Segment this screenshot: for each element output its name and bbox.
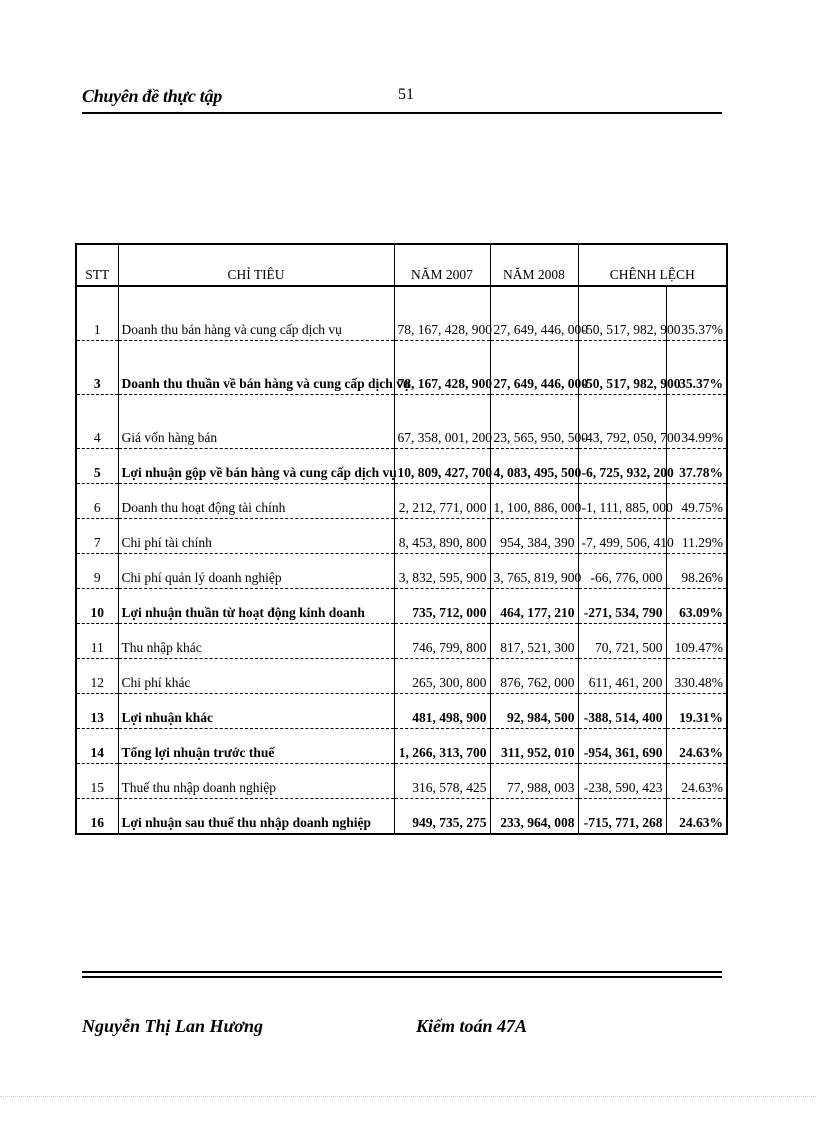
row-nam-2007: 67, 358, 001, 200	[394, 395, 490, 449]
row-chenh-lech-percent: 24.63%	[666, 764, 727, 799]
row-chenh-lech-percent: 11.29%	[666, 519, 727, 554]
row-stt: 1	[76, 286, 118, 341]
row-chi-tieu: Chi phí khác	[118, 659, 394, 694]
row-stt: 10	[76, 589, 118, 624]
row-chi-tieu: Tổng lợi nhuận trước thuế	[118, 729, 394, 764]
row-chenh-lech-percent: 98.26%	[666, 554, 727, 589]
row-chenh-lech-value: -43, 792, 050, 700	[578, 395, 666, 449]
row-chi-tieu: Lợi nhuận gộp về bán hàng và cung cấp dịch vụ	[118, 449, 394, 484]
row-chi-tieu: Giá vốn hàng bán	[118, 395, 394, 449]
row-nam-2008: 876, 762, 000	[490, 659, 578, 694]
row-stt: 4	[76, 395, 118, 449]
row-chenh-lech-percent: 24.63%	[666, 799, 727, 835]
row-stt: 12	[76, 659, 118, 694]
row-nam-2008: 4, 083, 495, 500	[490, 449, 578, 484]
row-stt: 11	[76, 624, 118, 659]
row-stt: 5	[76, 449, 118, 484]
table-row	[76, 395, 727, 449]
row-chenh-lech-value: -238, 590, 423	[578, 764, 666, 799]
row-chenh-lech-percent: 34.99%	[666, 395, 727, 449]
table-row	[76, 341, 727, 395]
table-header-row	[76, 244, 727, 286]
table-row	[76, 554, 727, 589]
row-nam-2008: 954, 384, 390	[490, 519, 578, 554]
row-chi-tieu: Lợi nhuận khác	[118, 694, 394, 729]
footer-class-name: Kiểm toán 47A	[416, 1016, 528, 1036]
row-stt: 3	[76, 341, 118, 395]
row-nam-2008: 233, 964, 008	[490, 799, 578, 835]
row-stt: 15	[76, 764, 118, 799]
row-nam-2007: 78, 167, 428, 900	[394, 286, 490, 341]
table-row	[76, 589, 727, 624]
row-nam-2007: 949, 735, 275	[394, 799, 490, 835]
header-chi-tieu: CHỈ TIÊU	[118, 244, 394, 286]
row-nam-2007: 10, 809, 427, 700	[394, 449, 490, 484]
row-chi-tieu: Chi phí tài chính	[118, 519, 394, 554]
row-stt: 9	[76, 554, 118, 589]
row-nam-2008: 3, 765, 819, 900	[490, 554, 578, 589]
row-chenh-lech-value: -50, 517, 982, 900	[578, 341, 666, 395]
row-chenh-lech-percent: 37.78%	[666, 449, 727, 484]
table-row	[76, 764, 727, 799]
footer-rule-top	[82, 971, 722, 973]
row-nam-2008: 27, 649, 446, 000	[490, 286, 578, 341]
row-chi-tieu: Lợi nhuận sau thuế thu nhập doanh nghiệp	[118, 799, 394, 835]
row-chi-tieu: Thuế thu nhập doanh nghiệp	[118, 764, 394, 799]
row-nam-2008: 1, 100, 886, 000	[490, 484, 578, 519]
footer-author: Nguyễn Thị Lan Hương	[82, 1016, 263, 1036]
row-nam-2008: 311, 952, 010	[490, 729, 578, 764]
row-chenh-lech-value: -66, 776, 000	[578, 554, 666, 589]
row-nam-2007: 265, 300, 800	[394, 659, 490, 694]
row-nam-2007: 8, 453, 890, 800	[394, 519, 490, 554]
row-chenh-lech-value: -6, 725, 932, 200	[578, 449, 666, 484]
row-nam-2007: 746, 799, 800	[394, 624, 490, 659]
row-chenh-lech-value: -271, 534, 790	[578, 589, 666, 624]
document-header-title: Chuyên đề thực tập	[82, 86, 222, 106]
row-stt: 6	[76, 484, 118, 519]
row-chenh-lech-value: -715, 771, 268	[578, 799, 666, 835]
row-nam-2007: 316, 578, 425	[394, 764, 490, 799]
row-nam-2008: 464, 177, 210	[490, 589, 578, 624]
row-stt: 14	[76, 729, 118, 764]
row-chi-tieu: Thu nhập khác	[118, 624, 394, 659]
row-chenh-lech-value: -1, 111, 885, 000	[578, 484, 666, 519]
row-nam-2007: 1, 266, 313, 700	[394, 729, 490, 764]
table-row	[76, 624, 727, 659]
page-bottom-dotted-line	[0, 1096, 816, 1097]
row-chi-tieu: Doanh thu hoạt động tài chính	[118, 484, 394, 519]
row-chenh-lech-value: -7, 499, 506, 410	[578, 519, 666, 554]
row-chenh-lech-percent: 35.37%	[666, 286, 727, 341]
header-nam-2008: NĂM 2008	[490, 244, 578, 286]
row-chenh-lech-percent: 19.31%	[666, 694, 727, 729]
row-chenh-lech-percent: 49.75%	[666, 484, 727, 519]
row-stt: 13	[76, 694, 118, 729]
financial-comparison-table	[75, 243, 728, 835]
row-nam-2008: 23, 565, 950, 500	[490, 395, 578, 449]
table-row	[76, 484, 727, 519]
row-chenh-lech-value: 70, 721, 500	[578, 624, 666, 659]
row-nam-2008: 77, 988, 003	[490, 764, 578, 799]
row-stt: 16	[76, 799, 118, 835]
row-chi-tieu: Doanh thu bán hàng và cung cấp dịch vụ	[118, 286, 394, 341]
row-nam-2008: 27, 649, 446, 000	[490, 341, 578, 395]
table-row	[76, 286, 727, 341]
row-chi-tieu: Doanh thu thuần về bán hàng và cung cấp dịch vụ	[118, 341, 394, 395]
table-row	[76, 694, 727, 729]
row-chi-tieu: Lợi nhuận thuần từ hoạt động kinh doanh	[118, 589, 394, 624]
row-chenh-lech-value: -388, 514, 400	[578, 694, 666, 729]
row-nam-2007: 78, 167, 428, 900	[394, 341, 490, 395]
row-chenh-lech-value: -50, 517, 982, 900	[578, 286, 666, 341]
row-chi-tieu: Chi phí quản lý doanh nghiệp	[118, 554, 394, 589]
row-chenh-lech-value: -954, 361, 690	[578, 729, 666, 764]
footer-rule-bottom	[82, 976, 722, 978]
table-row	[76, 729, 727, 764]
row-chenh-lech-percent: 24.63%	[666, 729, 727, 764]
header-chenh-lech: CHÊNH LỆCH	[578, 244, 727, 286]
row-chenh-lech-value: 611, 461, 200	[578, 659, 666, 694]
row-nam-2007: 481, 498, 900	[394, 694, 490, 729]
row-nam-2007: 3, 832, 595, 900	[394, 554, 490, 589]
header-nam-2007: NĂM 2007	[394, 244, 490, 286]
table-row	[76, 519, 727, 554]
row-chenh-lech-percent: 330.48%	[666, 659, 727, 694]
row-chenh-lech-percent: 63.09%	[666, 589, 727, 624]
header-stt: STT	[76, 244, 118, 286]
row-chenh-lech-percent: 35.37%	[666, 341, 727, 395]
row-chenh-lech-percent: 109.47%	[666, 624, 727, 659]
row-nam-2008: 817, 521, 300	[490, 624, 578, 659]
table-row	[76, 449, 727, 484]
table-row	[76, 659, 727, 694]
row-nam-2007: 735, 712, 000	[394, 589, 490, 624]
header-rule	[82, 112, 722, 114]
table-row	[76, 799, 727, 835]
row-nam-2008: 92, 984, 500	[490, 694, 578, 729]
table-body	[76, 286, 727, 834]
page-number: 51	[398, 86, 414, 103]
row-nam-2007: 2, 212, 771, 000	[394, 484, 490, 519]
row-stt: 7	[76, 519, 118, 554]
